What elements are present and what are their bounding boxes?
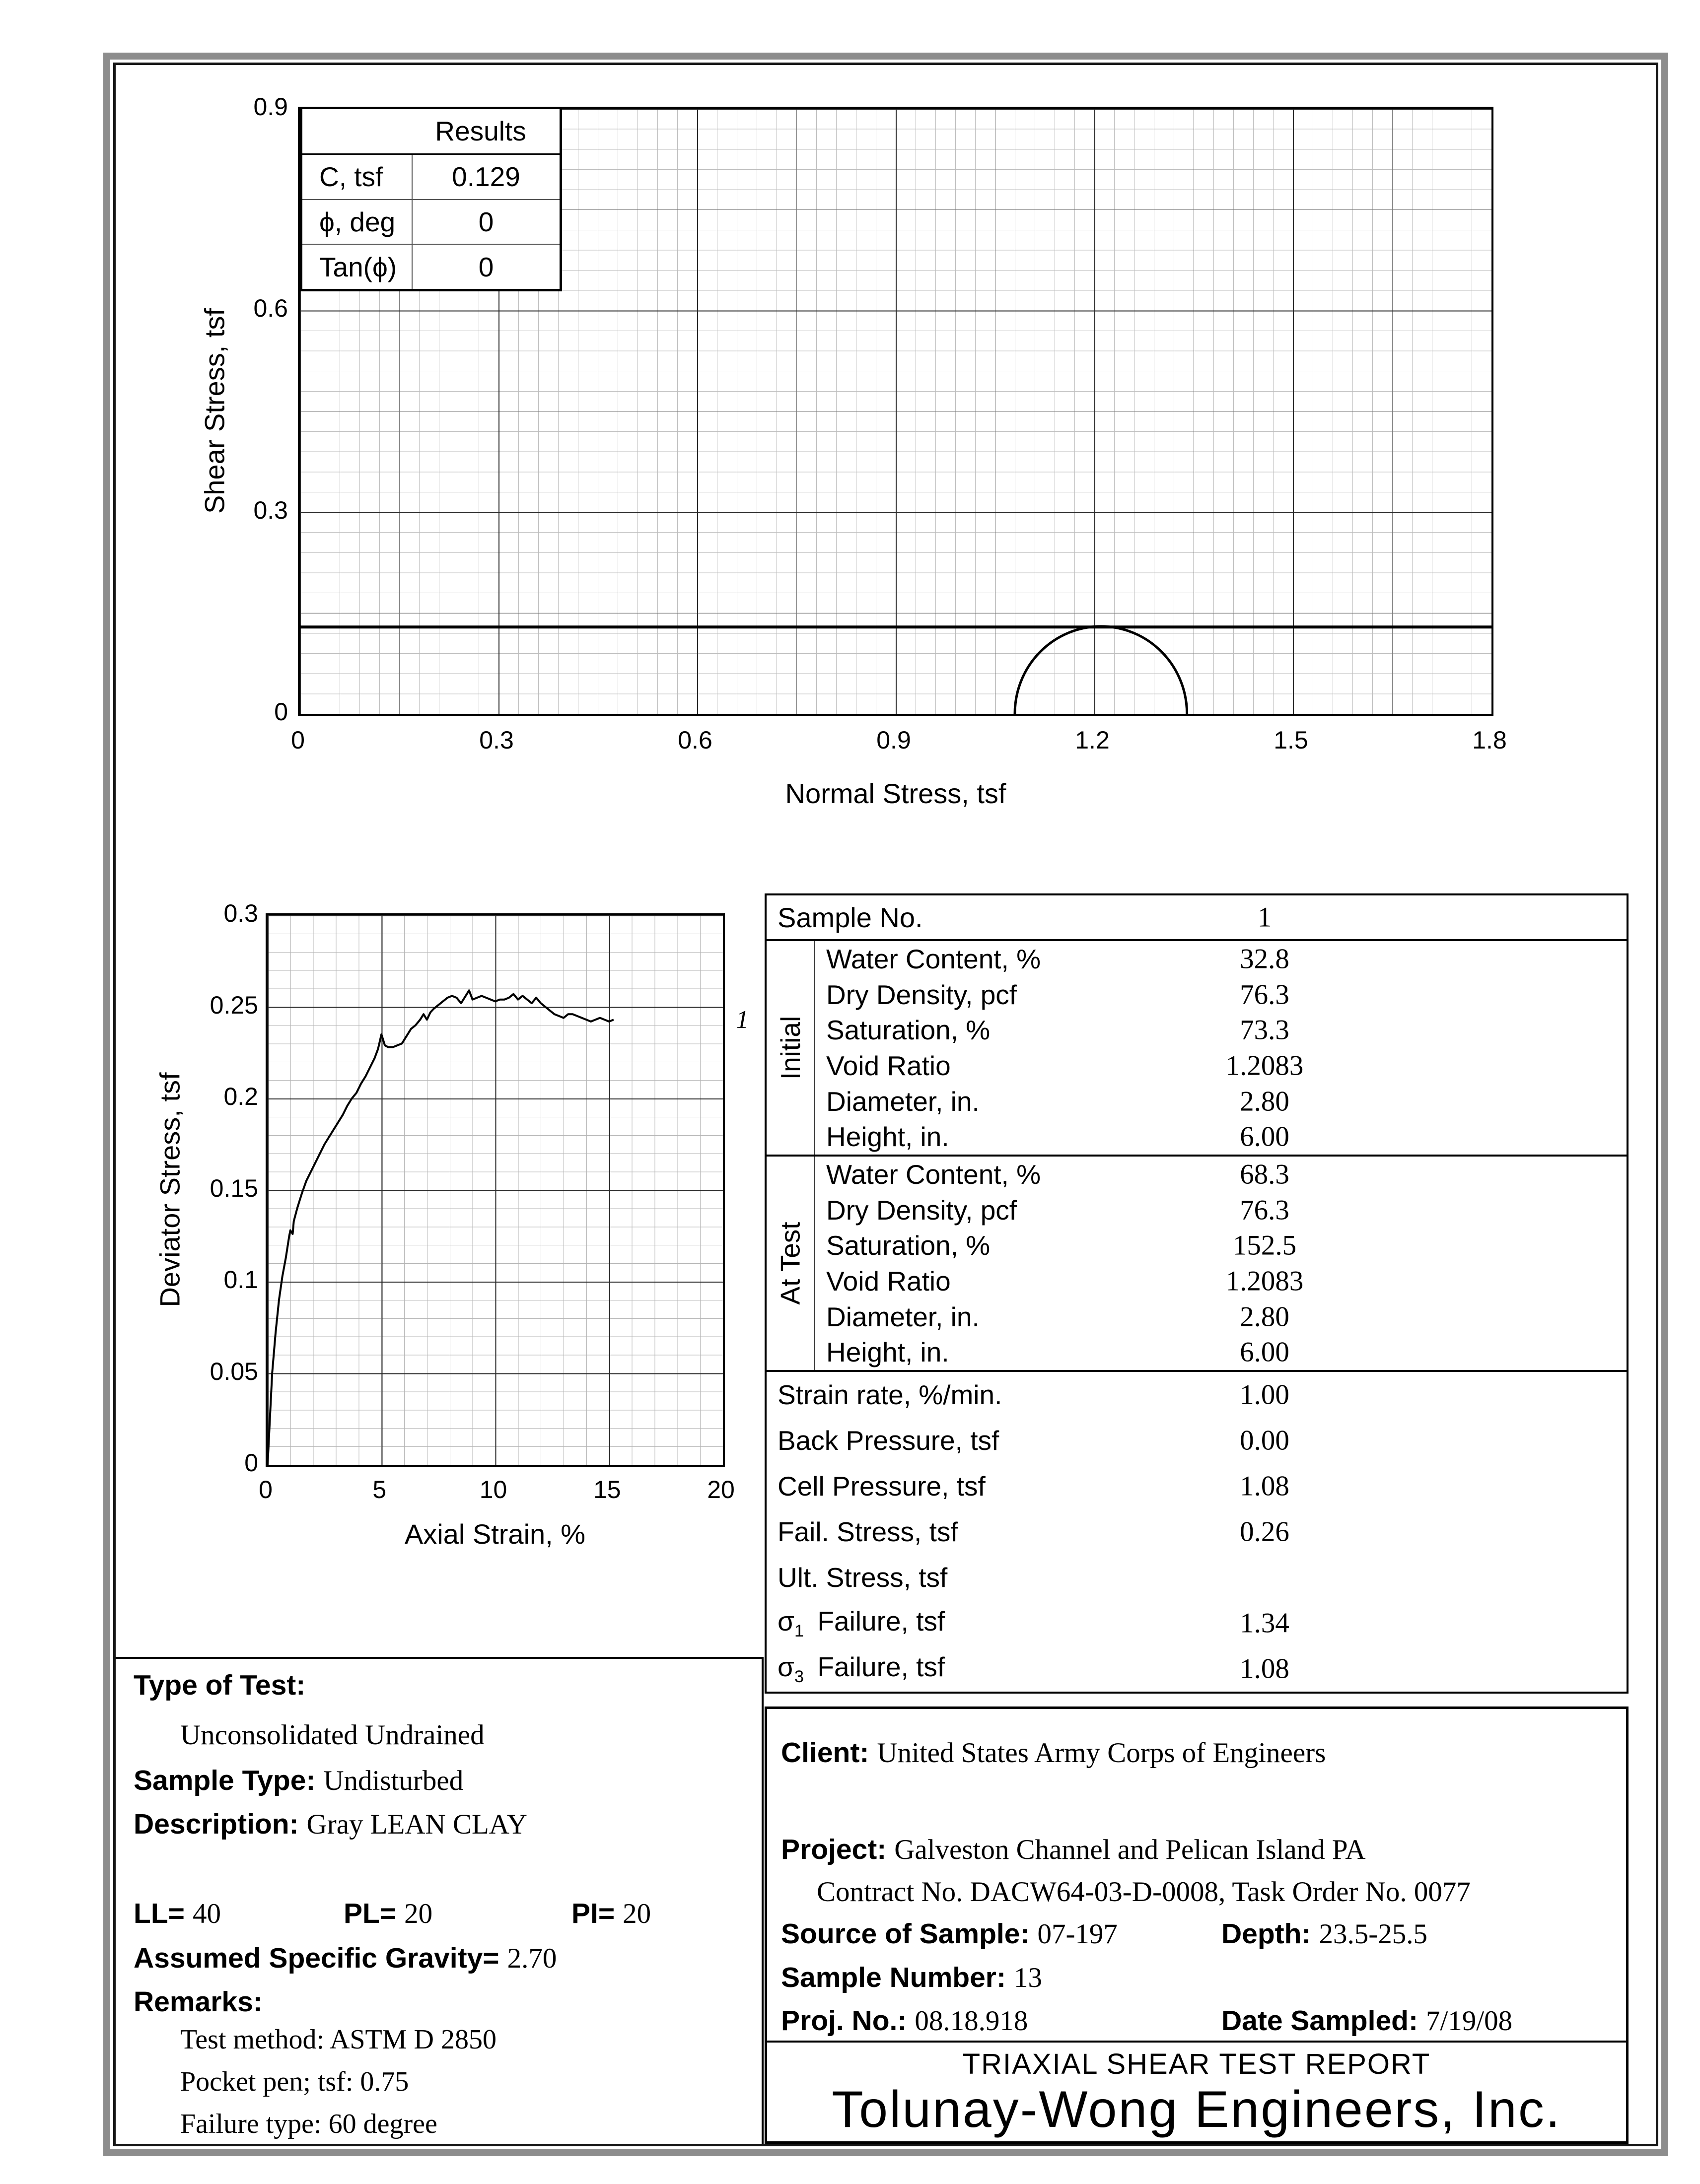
row-value: 76.3 <box>1240 1194 1289 1226</box>
type-of-test-value <box>180 1718 485 1751</box>
row-value: 1.34 <box>1240 1607 1289 1639</box>
test-parameters-section <box>767 1370 1627 1692</box>
tick-label: 0.1 <box>223 1266 258 1294</box>
tick-label: 0.6 <box>253 294 288 323</box>
row-value: 1.08 <box>1240 1470 1289 1502</box>
row-label: Cell Pressure, tsf <box>778 1471 986 1502</box>
field-label: PI= <box>571 1898 615 1929</box>
row-label: $\sigma_3$ Failure, tsf <box>778 1651 945 1686</box>
field-value: 2.70 <box>507 1943 557 1974</box>
row-label: Sample No. <box>778 901 923 933</box>
field-label: LL= <box>134 1898 185 1929</box>
project-line <box>781 1833 1366 1866</box>
group-rows <box>815 1157 1627 1370</box>
field-value: 20 <box>404 1898 433 1929</box>
field-label: PL= <box>344 1898 397 1929</box>
row-label: Diameter, in. <box>826 1086 980 1117</box>
tick-label: 0 <box>259 1476 273 1503</box>
row-value: 152.5 <box>1232 1229 1297 1261</box>
sample-type-line <box>134 1764 463 1797</box>
mohr-y-axis-title: Shear Stress, tsf <box>199 308 230 514</box>
field-label: Client: <box>781 1737 869 1769</box>
sample-data-table <box>765 893 1629 1694</box>
row-value: 1 <box>1257 901 1272 933</box>
remark-line: Pocket pen; tsf: 0.75 <box>180 2066 409 2097</box>
depth-line <box>1221 1917 1427 1950</box>
row-value: 6.00 <box>1240 1336 1289 1368</box>
tick-label: 0.25 <box>210 991 258 1019</box>
table-row <box>815 1192 1627 1228</box>
row-label: Height, in. <box>826 1121 949 1153</box>
table-row <box>815 1084 1627 1119</box>
row-label: ϕ, deg <box>302 200 413 244</box>
field-value: 23.5-25.5 <box>1319 1918 1427 1950</box>
strain-y-axis-title: Deviator Stress, tsf <box>154 1072 186 1307</box>
results-table-header <box>302 109 560 155</box>
results-table <box>300 107 562 291</box>
table-row <box>767 1418 1627 1463</box>
row-label: Void Ratio <box>826 1265 951 1297</box>
table-row <box>302 244 560 289</box>
tick-label: 0.05 <box>210 1357 258 1385</box>
report-info-box <box>765 1706 1629 2144</box>
row-label: Dry Density, pcf <box>826 979 1017 1010</box>
table-row <box>302 155 560 199</box>
field-label: Sample Type: <box>134 1765 316 1796</box>
table-row <box>815 1119 1627 1155</box>
row-value: 0.00 <box>1240 1425 1289 1456</box>
field-value: 40 <box>192 1898 221 1929</box>
sample-no-row <box>767 895 1627 939</box>
tick-label: 0 <box>274 698 288 726</box>
row-label: Dry Density, pcf <box>826 1194 1017 1226</box>
row-value: 1.00 <box>1240 1379 1289 1411</box>
tick-label: 0 <box>244 1449 258 1477</box>
tick-label: 0 <box>291 726 305 754</box>
row-value: 1.2083 <box>1225 1265 1304 1297</box>
stress-strain-canvas <box>268 915 723 1465</box>
footer-divider <box>767 2041 1626 2043</box>
tick-label: 0.9 <box>253 93 288 121</box>
field-label: Depth: <box>1221 1918 1311 1950</box>
group-name: At Test <box>775 1222 806 1305</box>
row-label: Saturation, % <box>826 1015 991 1046</box>
group-name: Initial <box>775 1016 806 1080</box>
sample-number-line <box>781 1961 1042 1994</box>
table-row <box>815 1299 1627 1335</box>
table-row <box>815 941 1627 977</box>
field-label: Proj. No.: <box>781 2005 907 2037</box>
row-label: Tan(ϕ) <box>302 245 413 289</box>
description-line <box>134 1808 527 1841</box>
stress-strain-curve <box>268 990 614 1465</box>
row-value: 2.80 <box>1240 1301 1289 1333</box>
row-value: 0 <box>478 251 494 282</box>
sample-group-at-test <box>767 1155 1627 1370</box>
tick-label: 15 <box>593 1476 621 1503</box>
field-value: 20 <box>623 1898 651 1929</box>
tick-label: 20 <box>707 1476 735 1503</box>
row-value: 0.26 <box>1240 1516 1289 1548</box>
date-sampled-line <box>1221 2004 1512 2037</box>
tick-label: 5 <box>372 1476 387 1503</box>
row-label: Water Content, % <box>826 1159 1041 1190</box>
field-value: 08.18.918 <box>915 2005 1028 2037</box>
tick-label: 1.8 <box>1472 726 1507 754</box>
row-label: Ult. Stress, tsf <box>778 1562 948 1593</box>
plasticity-index <box>571 1897 651 1930</box>
tick-label: 0.2 <box>223 1083 258 1110</box>
source-of-sample-line <box>781 1917 1118 1950</box>
row-label: Water Content, % <box>826 943 1041 974</box>
tick-label: 0.3 <box>253 496 288 524</box>
remarks-list <box>180 2024 496 2150</box>
report-title: TRIAXIAL SHEAR TEST REPORT <box>962 2048 1431 2080</box>
row-value: 73.3 <box>1240 1014 1289 1046</box>
row-value: 68.3 <box>1240 1159 1289 1190</box>
tick-label: 10 <box>479 1476 507 1503</box>
field-label: Sample Number: <box>781 1962 1006 1993</box>
company-name: Tolunay-Wong Engineers, Inc. <box>832 2081 1561 2138</box>
type-of-test-box <box>116 1657 764 2144</box>
table-row <box>767 1646 1627 1692</box>
tick-label: 0.9 <box>876 726 911 754</box>
table-row <box>767 1463 1627 1509</box>
stress-strain-plot <box>266 913 725 1467</box>
table-row <box>815 1334 1627 1370</box>
row-value: 76.3 <box>1240 979 1289 1010</box>
field-value: 07-197 <box>1037 1918 1118 1950</box>
row-value: 1.2083 <box>1225 1050 1304 1082</box>
table-row <box>767 1600 1627 1646</box>
type-of-test-heading <box>134 1669 305 1702</box>
sample-group-initial <box>767 939 1627 1155</box>
plastic-limit <box>344 1897 432 1930</box>
row-value: 0 <box>478 206 494 237</box>
tick-label: 0.15 <box>210 1174 258 1202</box>
field-label: Date Sampled: <box>1221 2005 1418 2037</box>
row-value: 0.129 <box>452 161 520 193</box>
strain-x-axis-title: Axial Strain, % <box>404 1518 586 1550</box>
row-label: Back Pressure, tsf <box>778 1425 999 1456</box>
field-value: 13 <box>1013 1962 1042 1993</box>
field-value: Galveston Channel and Pelican Island PA <box>894 1834 1366 1865</box>
mohr-x-axis-title: Normal Stress, tsf <box>785 778 1006 809</box>
project-number-line <box>781 2004 1028 2037</box>
row-label: Diameter, in. <box>826 1301 980 1332</box>
field-label: Description: <box>134 1808 299 1840</box>
field-value: Unconsolidated Undrained <box>180 1719 485 1751</box>
row-label: Saturation, % <box>826 1230 991 1261</box>
field-label: Remarks: <box>134 1986 263 2018</box>
table-row <box>767 1372 1627 1418</box>
table-row <box>815 1263 1627 1299</box>
table-row <box>815 1012 1627 1048</box>
remark-line: Test method: ASTM D 2850 <box>180 2024 496 2055</box>
row-label: Fail. Stress, tsf <box>778 1516 958 1547</box>
field-label: Project: <box>781 1834 887 1865</box>
table-row <box>302 199 560 244</box>
group-rotated-label <box>767 1157 815 1370</box>
mohr-circle <box>1015 626 1187 714</box>
row-label: $\sigma_1$ Failure, tsf <box>778 1606 945 1640</box>
row-value: 32.8 <box>1240 943 1289 975</box>
group-rotated-label <box>767 941 815 1155</box>
tick-label: 0.3 <box>223 899 258 927</box>
remark-line: Failure type: 60 degree <box>180 2109 437 2139</box>
field-label: Type of Test: <box>134 1669 306 1701</box>
row-value: 1.08 <box>1240 1653 1289 1685</box>
liquid-limit <box>134 1897 221 1930</box>
row-value: 2.80 <box>1240 1086 1289 1117</box>
table-row <box>815 1228 1627 1263</box>
row-label: C, tsf <box>302 155 413 199</box>
table-row <box>767 1555 1627 1600</box>
specific-gravity-line <box>134 1942 557 1975</box>
contract-line <box>817 1876 1471 1908</box>
tick-label: 1.5 <box>1274 726 1308 754</box>
table-row <box>815 1048 1627 1084</box>
field-value: 7/19/08 <box>1425 2005 1513 2037</box>
strain-x-tick-labels <box>259 1475 735 1505</box>
field-label: Source of Sample: <box>781 1918 1030 1950</box>
tick-label: 0.6 <box>678 726 712 754</box>
remarks-heading <box>134 1985 263 2018</box>
field-label: Assumed Specific Gravity= <box>134 1942 499 1974</box>
tick-label: 1.2 <box>1075 726 1110 754</box>
curve-series-label: 1 <box>736 1006 749 1034</box>
field-value: Undisturbed <box>323 1765 464 1796</box>
row-label: Void Ratio <box>826 1050 951 1081</box>
row-label: Strain rate, %/min. <box>778 1379 1002 1410</box>
row-value: 6.00 <box>1240 1121 1289 1153</box>
tick-label: 0.3 <box>479 726 514 754</box>
field-value: Gray LEAN CLAY <box>306 1809 527 1840</box>
row-label: Height, in. <box>826 1337 949 1368</box>
field-value: United States Army Corps of Engineers <box>877 1737 1326 1769</box>
table-row <box>815 1157 1627 1192</box>
group-rows <box>815 941 1627 1155</box>
field-value: Contract No. DACW64-03-D-0008, Task Order No. 0077 <box>817 1876 1471 1908</box>
results-title: Results <box>435 116 526 147</box>
client-line <box>781 1736 1326 1769</box>
mohr-x-tick-labels <box>291 726 1507 755</box>
table-row <box>815 977 1627 1013</box>
table-row <box>767 1509 1627 1555</box>
